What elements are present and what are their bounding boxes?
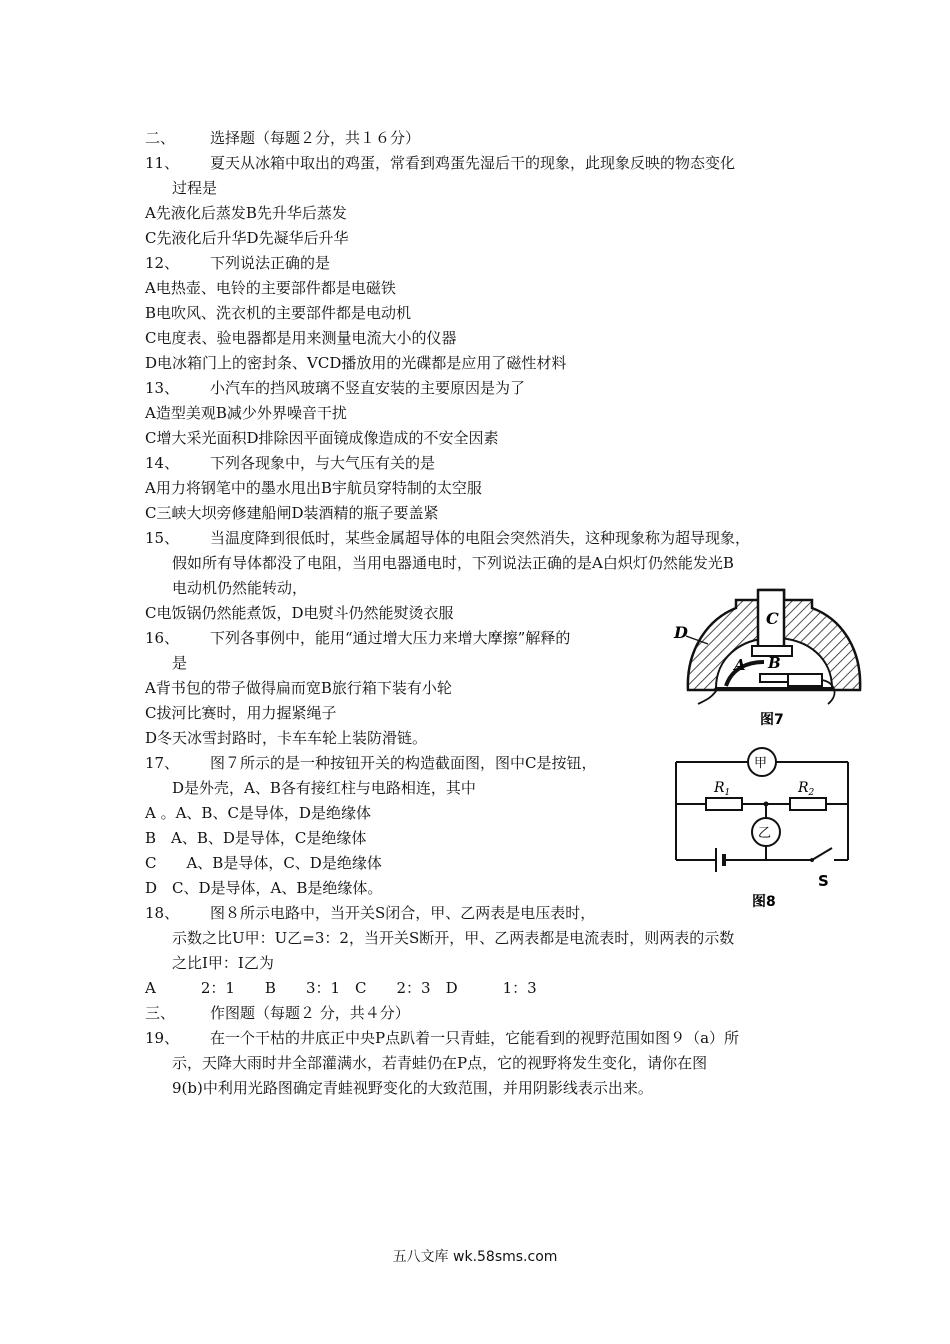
- figure-7-button-switch: [672, 582, 877, 732]
- question-17-cont: D是外壳，A、B各有接红柱与电路相连，其中: [172, 779, 476, 797]
- q13-options-cd: C增大采光面积D排除因平面镜成像造成的不安全因素: [145, 429, 499, 447]
- question-16-cont: 是: [172, 654, 188, 672]
- switch-s-label: S: [818, 872, 829, 890]
- section-heading-choice: 二、 选择题（每题２分，共１６分）: [145, 129, 421, 147]
- q17-option-a: A 。A、B、C是导体，D是绝缘体: [145, 804, 371, 822]
- question-19-cont-2: 9(b)中利用光路图确定青蛙视野变化的大致范围，并用阴影线表示出来。: [172, 1079, 653, 1097]
- q11-options-cd: C先液化后升华D先凝华后升华: [145, 229, 349, 247]
- label-c: C: [766, 609, 779, 628]
- q16-options-ab: A背书包的带子做得扁而宽B旅行箱下装有小轮: [145, 679, 452, 697]
- question-15-cont-1: 假如所有导体都没了电阻，当用电器通电时，下列说法正确的是A白炽灯仍然能发光B: [172, 554, 734, 572]
- page-footer: 五八文库 wk.58sms.com: [392, 1249, 558, 1265]
- q12-option-c: C电度表、验电器都是用来测量电流大小的仪器: [145, 329, 457, 347]
- question-15: 15、 当温度降到很低时，某些金属超导体的电阻会突然消失，这种现象称为超导现象，: [145, 529, 751, 547]
- question-14: 14、 下列各现象中，与大气压有关的是: [145, 454, 436, 472]
- label-a: A: [734, 656, 746, 674]
- question-16: 16、 下列各事例中，能用“通过增大压力来增大摩擦”解释的: [145, 629, 571, 647]
- switch-pivot: [810, 858, 814, 862]
- figure-7-caption: 图7: [760, 712, 784, 728]
- question-18-cont-1: 示数之比U甲：U乙=3：2，当开关S断开，甲、乙两表都是电流表时，则两表的示数: [172, 929, 735, 947]
- r1-label: $R_1$: [714, 780, 731, 798]
- q17-option-d: D C、D是导体，A、B是绝缘体。: [145, 879, 383, 897]
- q12-option-b: B电吹风、洗衣机的主要部件都是电动机: [145, 304, 412, 322]
- label-d: D: [674, 623, 688, 642]
- question-18-cont-2: 之比I甲：I乙为: [172, 954, 274, 972]
- section-heading-drawing: 三、 作图题（每题２ 分，共４分）: [145, 1004, 410, 1022]
- question-11: 11、 夏天从冰箱中取出的鸡蛋，常看到鸡蛋先湿后干的现象，此现象反映的物态变化: [145, 154, 736, 172]
- q14-options-cd: C三峡大坝旁修建船闸D装酒精的瓶子要盖紧: [145, 504, 439, 522]
- question-19-cont-1: 示，天降大雨时井全部灌满水，若青蛙仍在P点，它的视野将发生变化，请你在图: [172, 1054, 708, 1072]
- q12-option-d: D电冰箱门上的密封条、VCD播放用的光碟都是应用了磁性材料: [145, 354, 567, 372]
- figure-8-circuit: [672, 742, 857, 914]
- resistor-r1: [706, 798, 742, 810]
- contact-b-left: [760, 674, 790, 682]
- contact-b: [788, 674, 822, 686]
- q15-options-cd: C电饭锅仍然能煮饭，D电熨斗仍然能熨烫衣服: [145, 604, 454, 622]
- q17-option-b: B A、B、D是导体，C是绝缘体: [145, 829, 367, 847]
- q12-option-a: A电热壶、电铃的主要部件都是电磁铁: [145, 279, 396, 297]
- r2-label: $R_2$: [798, 780, 815, 798]
- q14-options-ab: A用力将钢笔中的墨水甩出B宇航员穿特制的太空服: [145, 479, 482, 497]
- q18-options: A 2：1 B 3：1 C 2：3 D 1：3: [145, 979, 537, 997]
- q11-options-ab: A先液化后蒸发B先升华后蒸发: [145, 204, 347, 222]
- resistor-r2: [790, 798, 826, 810]
- label-b: B: [768, 654, 781, 672]
- question-17: 17、 图７所示的是一种按钮开关的构造截面图，图中C是按钮，: [145, 754, 597, 772]
- q13-options-ab: A造型美观B减少外界噪音干扰: [145, 404, 347, 422]
- switch-blade: [812, 848, 832, 860]
- q16-option-c: C拔河比赛时，用力握紧绳子: [145, 704, 337, 722]
- figure-8-caption: 图8: [752, 894, 776, 910]
- meter-yi-label: 乙: [758, 826, 772, 841]
- question-13: 13、 小汽车的挡风玻璃不竖直安装的主要原因是为了: [145, 379, 526, 397]
- question-18: 18、 图８所示电路中，当开关S闭合，甲、乙两表是电压表时，: [145, 904, 596, 922]
- meter-jia-label: 甲: [754, 756, 768, 771]
- question-15-cont-2: 电动机仍然能转动，: [172, 579, 308, 597]
- question-19: 19、 在一个干枯的井底正中央P点趴着一只青蛙，它能看到的视野范围如图９（a）所: [145, 1029, 740, 1047]
- question-12: 12、 下列说法正确的是: [145, 254, 331, 272]
- question-11-cont: 过程是: [172, 179, 218, 197]
- junction-dot: [764, 802, 769, 807]
- q17-option-c: C A、B是导体，C、D是绝缘体: [145, 854, 382, 872]
- q16-option-d: D冬天冰雪封路时，卡车车轮上装防滑链。: [145, 729, 428, 747]
